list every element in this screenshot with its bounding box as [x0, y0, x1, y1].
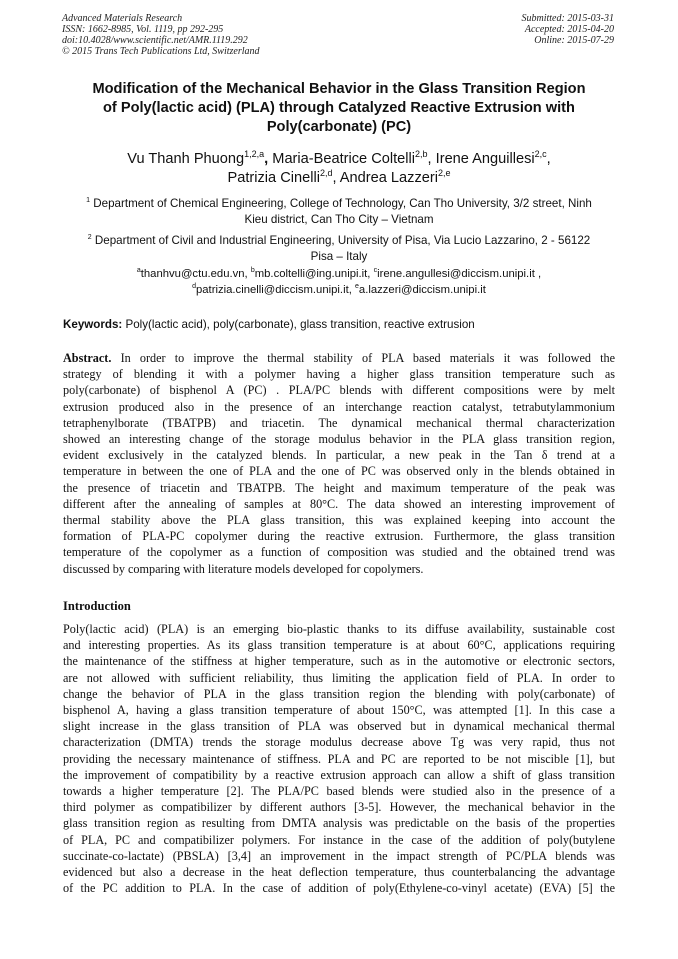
body-line: succinate-co-lactate) (PBSLA) [3,4] an improvement in the impact strength of PC/PLA blends was: [63, 848, 615, 863]
journal-doi[interactable]: doi:10.4028/www.scientific.net/AMR.1119.292: [62, 35, 248, 46]
abstract-line: poly(carbonate) of bisphenol A (PC) . PLA/PC blends with different compositions were by melt: [63, 383, 615, 398]
title-line: Poly(carbonate) (PC): [266, 119, 412, 135]
body-line: evidenced but also a decrease in the heat deflection temperature, thus counterbalancing the advantage: [63, 865, 615, 880]
author-line: [58, 169, 620, 188]
online-date: Online: 2015-07-29: [534, 35, 614, 46]
affiliation-line: Pisa – Italy: [310, 249, 368, 263]
accepted-date: Accepted: 2015-04-20: [524, 24, 614, 35]
author-affiliation-marker: 2,e: [437, 168, 451, 179]
author-separator: ,: [264, 151, 273, 167]
abstract-line: different after the annealing of samples at 80°C. The data showed an interesting improvement of: [63, 496, 615, 511]
author-name: Irene Anguillesi: [435, 151, 535, 167]
affiliation-number: 2: [87, 234, 92, 242]
paper-title: [58, 80, 620, 137]
abstract-line: formation of PLA-PC copolymer during the reactive extrusion. Furthermore, the glass transition: [63, 529, 615, 544]
author-separator: ,: [332, 170, 340, 186]
abstract-label: Abstract.: [63, 351, 112, 365]
email-marker: e: [355, 282, 359, 290]
affiliation-number: 1: [86, 197, 91, 205]
body-line: are not allowed with sufficient reliability, thus limiting the application field of PLA. In order to: [63, 670, 615, 685]
email-marker: a: [136, 267, 141, 275]
affiliation-2: [62, 233, 616, 264]
affiliation-line: [62, 233, 616, 249]
email-line: [62, 267, 616, 283]
abstract-line: discussed by comparing with literature models developed for copolymers.: [63, 561, 424, 576]
publication-dates: [522, 13, 615, 46]
author-name: Maria-Beatrice Coltelli: [272, 151, 416, 167]
author-emails: [62, 267, 616, 298]
body-line: and interesting properties. As its glass transition temperature is at about 60°C, applications requiring: [63, 638, 615, 653]
abstract-line: temperature in between the one of PLA and the one of PC was observed only in the blends obtained in: [63, 464, 615, 479]
body-line: providing the necessary maintenance of stiffness. PLA and PC are reported to be not miscible [1], but: [63, 751, 615, 766]
author-name: Vu Thanh Phuong: [127, 151, 245, 167]
email-marker: d: [192, 282, 196, 290]
email-marker: c: [373, 267, 378, 275]
body-line: the maintenance of the stiffness at higher temperature, such as in the automotive or electronic sectors,: [63, 654, 615, 669]
title-line: of Poly(lactic acid) (PLA) through Catalyzed Reactive Extrusion with: [103, 100, 575, 116]
submitted-date: Submitted: 2015-03-31: [521, 13, 614, 24]
email-marker: b: [250, 267, 255, 275]
abstract-line: extrusion produced also in the presence of an interchange reaction catalyst, tetrabutylammonium: [63, 399, 615, 414]
author-name: Andrea Lazzeri: [339, 170, 438, 186]
email-link[interactable]: irene.angullesi@diccism.unipi.it ,: [377, 268, 542, 280]
author-separator: ,: [427, 151, 436, 167]
author-affiliation-marker: 2,c: [534, 149, 547, 160]
journal-issn: ISSN: 1662-8985, Vol. 1119, pp 292-295: [62, 24, 224, 35]
abstract-text: In order to improve the thermal stability of PLA based materials it was followed the: [111, 351, 615, 365]
keywords-label: Keywords:: [63, 318, 123, 331]
abstract-line: tetraphenylborate (TBATPB) and triacetin. The dynamical mechanical thermal characterization: [63, 415, 615, 430]
email-link[interactable]: mb.coltelli@ing.unipi.it,: [254, 268, 371, 280]
abstract-line: strategy of blending it with a polymer having a higher glass transition temperature such as: [63, 367, 615, 382]
author-affiliation-marker: 1,2,a: [244, 149, 265, 160]
body-line: towards a higher temperature [2]. The PLA/PC based blends were studied also in the presence of a: [63, 784, 615, 799]
body-line: characterization (DMTA) trends the storage modulus decrease above Tg was very rapid, thus not: [63, 735, 615, 750]
email-link[interactable]: a.lazzeri@diccism.unipi.it: [358, 283, 486, 296]
introduction-heading: Introduction: [63, 599, 131, 613]
abstract-line: evident exclusively in the catalyzed blends. In particular, a new peak in the Tan δ trend at a: [63, 448, 615, 463]
affiliation-line: Kieu district, Can Tho City – Vietnam: [244, 212, 434, 226]
body-line: slight increase in the glass transition of PLA was observed but in dynamical mechanical thermal: [63, 719, 615, 734]
affiliation-1: [62, 196, 616, 227]
affiliation-text: Department of Civil and Industrial Engineering, University of Pisa, Via Lucio Lazzarino, 2 - 56122: [94, 234, 591, 247]
author-name: Patrizia Cinelli: [227, 170, 320, 186]
author-line: [58, 150, 620, 169]
abstract-line: temperature of the copolymer as a function of composition was studied and the obtained trend was: [63, 545, 615, 560]
body-line: change the behavior of PLA in the glass transition region the blending with poly(carbonate) of: [63, 686, 615, 701]
abstract-line: thermal stability above the PLA glass transition, this was explained keeping into account the: [63, 513, 615, 528]
affiliation-line: [62, 196, 616, 212]
author-affiliation-marker: 2,b: [415, 149, 428, 160]
body-line: the improvement of compatibility by a reactive extrusion approach can allow a shift of glass transition: [63, 767, 615, 782]
abstract: [63, 350, 615, 577]
abstract-line: showed an interesting change of the storage modulus behavior in the PLA glass transition region,: [63, 432, 615, 447]
title-line: Modification of the Mechanical Behavior in the Glass Transition Region: [92, 81, 586, 97]
body-line: Poly(lactic acid) (PLA) is an emerging bio-plastic thanks to its diffuse availability, sustainable cost: [63, 622, 615, 636]
journal-info: [62, 13, 260, 57]
journal-name: Advanced Materials Research: [62, 13, 183, 24]
keywords: [63, 317, 615, 332]
keywords-text: Poly(lactic acid), poly(carbonate), glass transition, reactive extrusion: [122, 318, 475, 331]
introduction-body: [63, 621, 615, 896]
author-list: [58, 150, 620, 188]
journal-copyright: © 2015 Trans Tech Publications Ltd, Switzerland: [62, 46, 260, 57]
email-link[interactable]: patrizia.cinelli@diccism.unipi.it,: [195, 283, 352, 296]
abstract-line: the presence of triacetin and TBATPB. The height and maximum temperature of the peak was: [63, 480, 615, 495]
body-line: of the PC addition to PLA. In the case of addition of poly(Ethylene-co-vinyl acetate) (EVA) [5] the: [63, 881, 615, 896]
body-line: glass transition region as resulting from DMTA analysis was predictable on the basis of the properties: [63, 816, 615, 831]
affiliation-text: Department of Chemical Engineering, College of Technology, Can Tho University, 3/2 street, Ninh: [93, 197, 592, 210]
body-line: third polymer as compatibilizer by different authors [3-5]. However, the mechanical behavior in the: [63, 800, 615, 815]
author-separator: ,: [546, 151, 551, 167]
body-line: of PLA, PC and compatibilizer polymers. For instance in the case of the addition of poly(butylene: [63, 832, 615, 847]
email-line: [62, 283, 616, 299]
email-link[interactable]: thanhvu@ctu.edu.vn,: [140, 268, 248, 280]
abstract-line: [63, 350, 615, 366]
author-affiliation-marker: 2,d: [319, 168, 333, 179]
body-line: bisphenol A, having a glass transition temperature of about 150°C, was attempted [1]. In this case a: [63, 703, 615, 718]
